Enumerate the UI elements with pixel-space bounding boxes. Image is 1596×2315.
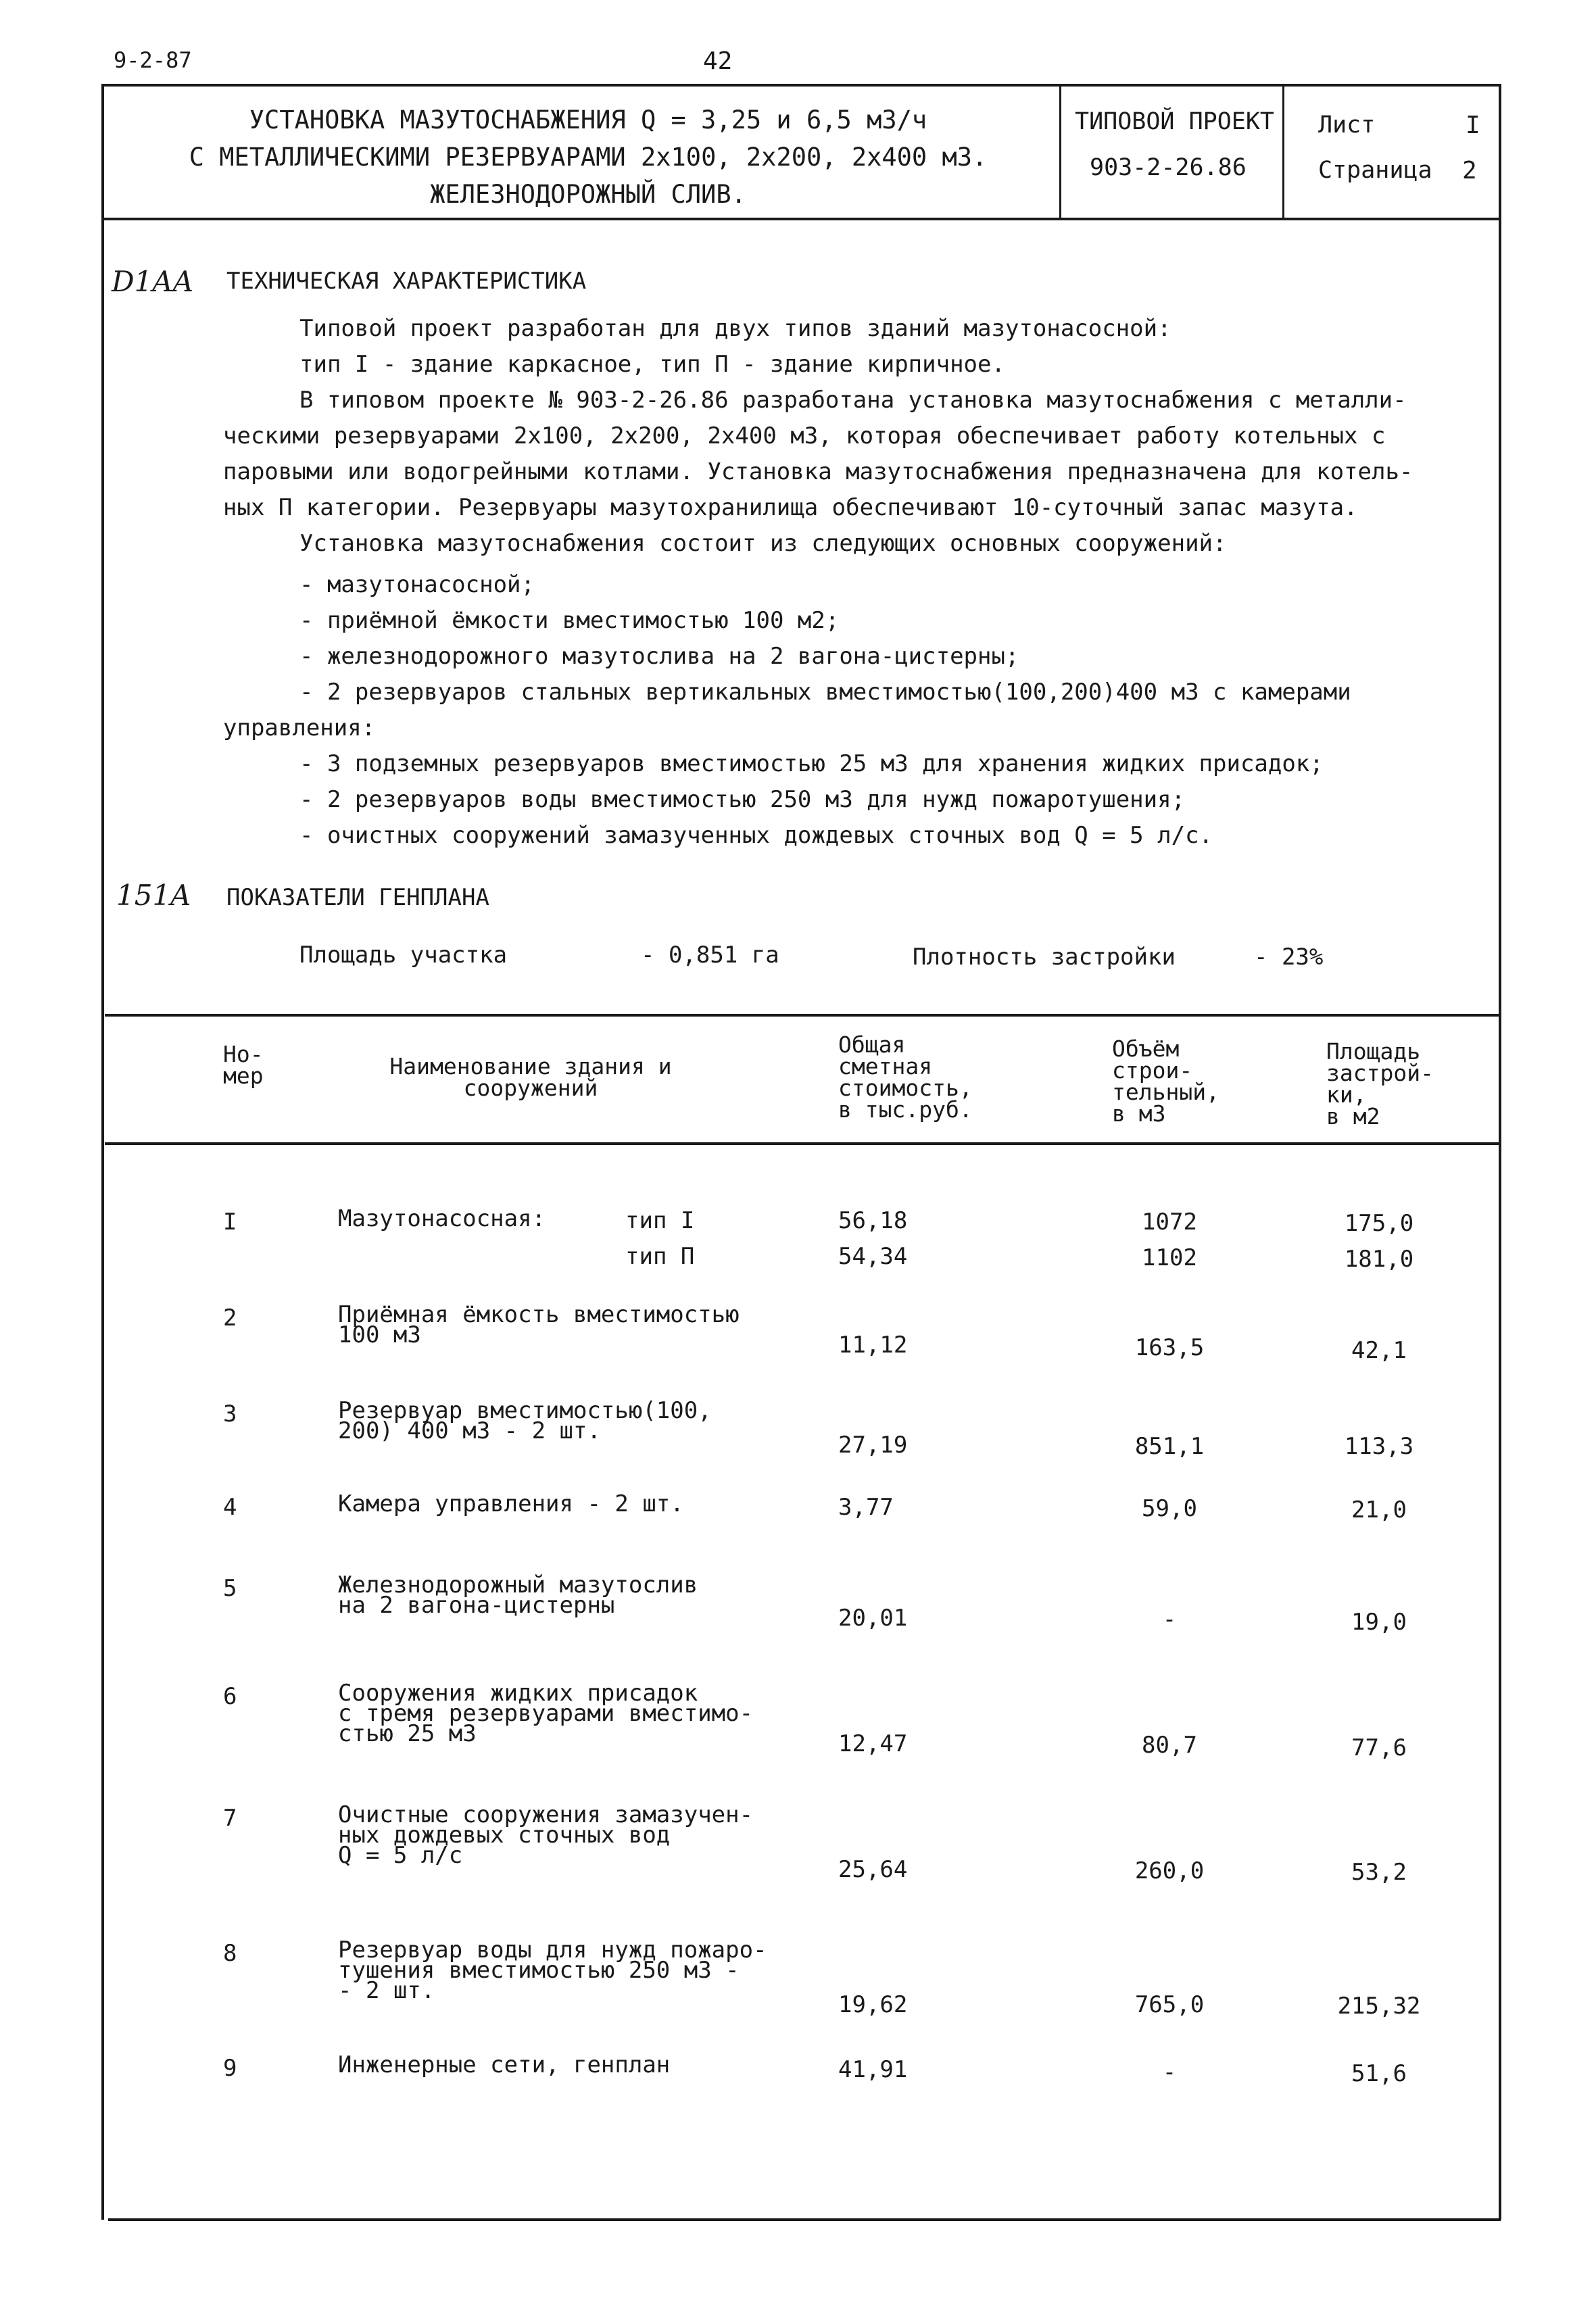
document-title bbox=[135, 101, 1041, 213]
density-label: Плотность застройки bbox=[913, 944, 1176, 971]
section-code-tech: D1AA bbox=[112, 265, 194, 298]
sheet-label: Лист bbox=[1318, 112, 1376, 139]
project-number: 903-2-26.86 bbox=[1090, 154, 1247, 181]
column-header-area bbox=[1326, 1038, 1434, 1129]
row-number: I bbox=[223, 1209, 237, 1236]
row-volume: - bbox=[1162, 1606, 1177, 1633]
title-line: С МЕТАЛЛИЧЕСКИМИ РЕЗЕРВУАРАМИ 2х100, 2х200, 2х400 м3. bbox=[189, 143, 988, 172]
sheet-value: I bbox=[1466, 112, 1480, 139]
row-name: Инженерные сети, генплан bbox=[338, 2051, 671, 2078]
row-cost: 3,77 bbox=[838, 1494, 894, 1521]
row-volume: 163,5 bbox=[1134, 1334, 1205, 1361]
page-label: Страница bbox=[1318, 157, 1432, 184]
row-number: 6 bbox=[223, 1683, 237, 1710]
row-area: 53,2 bbox=[1351, 1859, 1407, 1886]
header-line: в тыс.руб. bbox=[838, 1096, 973, 1123]
title-block-sep-2 bbox=[1282, 84, 1284, 219]
tech-paragraph: ных П категории. Резервуары мазутохранилища обеспечивают 10-суточный запас мазута. bbox=[223, 494, 1358, 521]
title-line: ЖЕЛЕЗНОДОРОЖНЫЙ СЛИВ. bbox=[430, 180, 746, 209]
row-number: 7 bbox=[223, 1805, 237, 1832]
list-item: - 3 подземных резервуаров вместимостью 25 м3 для хранения жидких присадок; bbox=[299, 750, 1324, 777]
row-area: 77,6 bbox=[1351, 1734, 1407, 1761]
document-code: 9-2-87 bbox=[114, 47, 192, 73]
plot-area-label: Площадь участка bbox=[299, 942, 508, 969]
row-area-value: 181,0 bbox=[1344, 1246, 1414, 1273]
density-value: - 23% bbox=[1254, 944, 1324, 971]
header-line: Но- bbox=[223, 1041, 264, 1067]
header-line: сооружений bbox=[463, 1075, 598, 1101]
row-cost: 27,19 bbox=[838, 1432, 908, 1459]
tech-body bbox=[223, 311, 1487, 854]
row-name: Мазутонасосная: bbox=[338, 1205, 546, 1232]
column-header-volume bbox=[1112, 1035, 1219, 1127]
header-line: Площадь bbox=[1326, 1038, 1421, 1065]
tech-paragraph: паровыми или водогрейными котлами. Установка мазутоснабжения предназначена для котель- bbox=[223, 458, 1413, 485]
row-volume: - bbox=[1162, 2059, 1177, 2086]
list-item: - приёмной ёмкости вместимостью 100 м2; bbox=[299, 607, 840, 634]
header-line: сметная bbox=[838, 1053, 933, 1079]
tech-paragraph: Установка мазутоснабжения состоит из следующих основных сооружений: bbox=[299, 530, 1227, 557]
row-cost: 25,64 bbox=[838, 1856, 908, 1883]
row-cost bbox=[838, 1203, 907, 1275]
row-number: 8 bbox=[223, 1940, 237, 1967]
row-cost: 19,62 bbox=[838, 1991, 908, 2018]
row-area: 19,0 bbox=[1351, 1609, 1407, 1636]
tech-paragraph: В типовом проекте № 903-2-26.86 разработана установка мазутоснабжения с металли- bbox=[299, 387, 1407, 414]
row-cost-value: 56,18 bbox=[838, 1207, 908, 1234]
row-volume: 851,1 bbox=[1134, 1433, 1205, 1460]
row-name: Железнодорожный мазутослив на 2 вагона-цистерны bbox=[338, 1571, 698, 1619]
page-value: 2 bbox=[1462, 157, 1477, 185]
list-item-continuation: управления: bbox=[223, 714, 376, 741]
plot-area-value: - 0,851 га bbox=[641, 942, 779, 969]
section-code-plan: 151A bbox=[116, 879, 191, 912]
list-item: - железнодорожного мазутослива на 2 вагона-цистерны; bbox=[299, 643, 1019, 670]
title-block-divider bbox=[101, 218, 1501, 220]
row-area bbox=[1325, 1206, 1433, 1277]
list-item: - 2 резервуаров воды вместимостью 250 м3 для нужд пожаротушения; bbox=[299, 786, 1186, 813]
row-name: Резервуар вместимостью(100, 200) 400 м3 - 2 шт. bbox=[338, 1397, 712, 1444]
row-number: 5 bbox=[223, 1575, 237, 1602]
frame-left bbox=[101, 84, 104, 2220]
header-line: Общая bbox=[838, 1031, 906, 1058]
row-cost: 11,12 bbox=[838, 1332, 908, 1359]
list-item: - мазутонасосной; bbox=[299, 571, 535, 598]
row-area-value: 175,0 bbox=[1344, 1210, 1414, 1237]
project-label: ТИПОВОЙ ПРОЕКТ bbox=[1075, 108, 1275, 135]
row-number: 2 bbox=[223, 1305, 237, 1332]
tech-paragraph: тип I - здание каркасное, тип П - здание кирпичное. bbox=[299, 351, 1005, 378]
row-volume-value: 1072 bbox=[1142, 1209, 1197, 1236]
row-number: 4 bbox=[223, 1494, 237, 1521]
title-line: УСТАНОВКА МАЗУТОСНАБЖЕНИЯ Q = 3,25 и 6,5 м3/ч bbox=[249, 105, 927, 135]
row-name: Приёмная ёмкость вместимостью 100 м3 bbox=[338, 1301, 740, 1348]
row-area: 51,6 bbox=[1351, 2060, 1407, 2087]
header-line: в м3 bbox=[1112, 1100, 1166, 1127]
column-header-name bbox=[341, 1053, 720, 1101]
row-type: тип I bbox=[625, 1207, 695, 1234]
row-volume: 260,0 bbox=[1134, 1857, 1205, 1884]
column-header-cost bbox=[838, 1031, 973, 1123]
tech-heading: ТЕХНИЧЕСКАЯ ХАРАКТЕРИСТИКА bbox=[226, 268, 587, 295]
list-item: - 2 резервуаров стальных вертикальных вместимостью(100,200)400 м3 с камерами bbox=[299, 679, 1351, 706]
tech-paragraph: ческими резервуарами 2х100, 2х200, 2х400 м3, которая обеспечивает работу котельных с bbox=[223, 422, 1386, 449]
list-item: - очистных сооружений замазученных дождевых сточных вод Q = 5 л/с. bbox=[299, 822, 1213, 849]
row-area: 113,3 bbox=[1344, 1433, 1414, 1460]
page-number: 42 bbox=[703, 47, 733, 75]
frame-top bbox=[101, 84, 1501, 87]
row-cost-value: 54,34 bbox=[838, 1243, 908, 1270]
row-cost: 41,91 bbox=[838, 2056, 908, 2083]
row-volume: 59,0 bbox=[1142, 1495, 1197, 1522]
header-line: мер bbox=[223, 1063, 264, 1089]
header-line: стоимость, bbox=[838, 1075, 973, 1101]
row-volume bbox=[1109, 1204, 1230, 1276]
frame-right bbox=[1499, 84, 1501, 2220]
row-volume-value: 1102 bbox=[1142, 1244, 1197, 1271]
header-line: ки, bbox=[1326, 1081, 1367, 1108]
row-volume: 80,7 bbox=[1142, 1732, 1197, 1759]
row-name: Камера управления - 2 шт. bbox=[338, 1490, 684, 1517]
header-line: в м2 bbox=[1326, 1103, 1380, 1129]
header-line: Наименование здания и bbox=[389, 1053, 672, 1079]
tech-paragraph: Типовой проект разработан для двух типов зданий мазутонасосной: bbox=[299, 315, 1171, 342]
row-types bbox=[625, 1203, 694, 1275]
row-area: 42,1 bbox=[1351, 1337, 1407, 1364]
row-number: 3 bbox=[223, 1400, 237, 1428]
table-top-line bbox=[105, 1014, 1501, 1017]
row-type: тип П bbox=[625, 1243, 695, 1270]
row-area: 215,32 bbox=[1337, 1993, 1421, 2020]
row-cost: 20,01 bbox=[838, 1605, 908, 1632]
plan-heading: ПОКАЗАТЕЛИ ГЕНПЛАНА bbox=[226, 884, 489, 911]
row-name: Очистные сооружения замазучен- ных дождевых сточных вод Q = 5 л/с bbox=[338, 1801, 754, 1869]
column-header-number bbox=[223, 1041, 264, 1089]
header-line: Объём bbox=[1112, 1035, 1180, 1062]
row-cost: 12,47 bbox=[838, 1730, 908, 1757]
header-line: тельный, bbox=[1112, 1079, 1219, 1105]
row-volume: 765,0 bbox=[1134, 1991, 1205, 2018]
row-number: 9 bbox=[223, 2055, 237, 2082]
header-line: застрой- bbox=[1326, 1060, 1434, 1086]
row-name: Сооружения жидких присадок с тремя резервуарами вместимо- стью 25 м3 bbox=[338, 1680, 754, 1747]
frame-bottom bbox=[108, 2218, 1501, 2221]
table-header-line bbox=[105, 1142, 1501, 1145]
row-name: Резервуар воды для нужд пожаро- тушения вместимостью 250 м3 - - 2 шт. bbox=[338, 1936, 767, 2004]
title-block-sep-1 bbox=[1059, 84, 1061, 219]
header-line: строи- bbox=[1112, 1057, 1193, 1083]
row-area: 21,0 bbox=[1351, 1496, 1407, 1524]
